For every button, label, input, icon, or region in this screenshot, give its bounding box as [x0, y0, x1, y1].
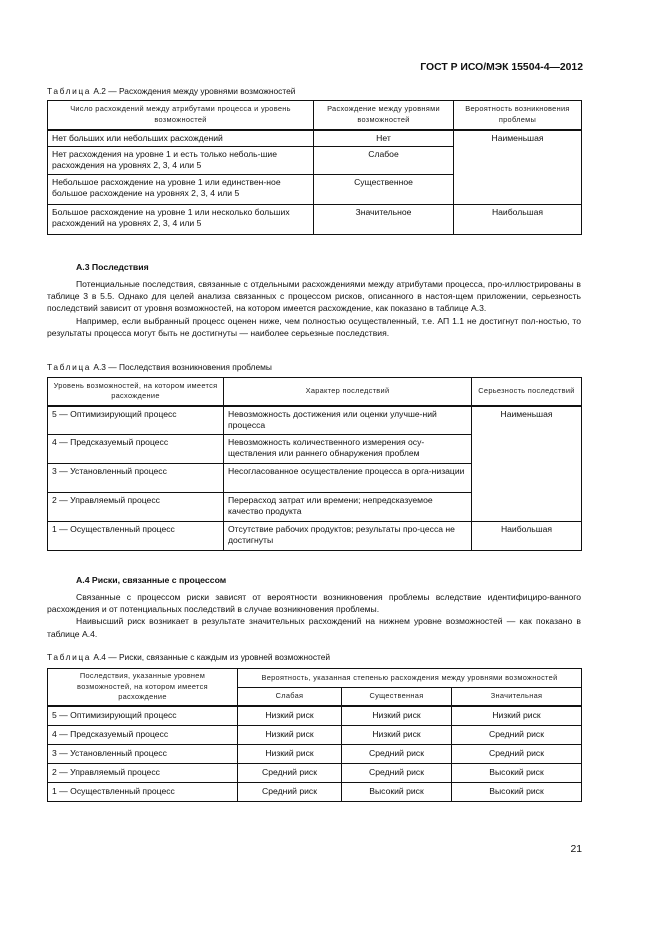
table-cell: 3 — Установленный процесс [48, 464, 224, 493]
table-cell: 5 — Оптимизирующий процесс [48, 706, 238, 726]
paragraph: Наивысший риск возникает в результате значительных расхождений на нижнем уровне возможностей — как показано в таблице А.4. [47, 616, 581, 639]
table-cell: 3 — Установленный процесс [48, 744, 238, 763]
table-a4-caption: Таблица А.4 — Риски, связанные с каждым из уровней возможностей [47, 652, 331, 662]
table-cell: Низкий риск [238, 744, 342, 763]
table-cell: Небольшое расхождение на уровне 1 или единствен-ное большое расхождение на уровнях 2, 3, 4 или 5 [48, 174, 314, 204]
table-a2 [47, 100, 582, 235]
table-a2-header: Число расхождений между атрибутами процесса и уровень возможностей [48, 101, 314, 130]
table-cell: Низкий риск [342, 706, 452, 726]
table-cell: 4 — Предсказуемый процесс [48, 435, 224, 464]
table-a2-header: Вероятность возникновения проблемы [454, 101, 582, 130]
paragraph: Связанные с процессом риски зависят от вероятности возникновения проблемы вследствие идентифициро-ванного расхождения и от потенциальных последствий в случае возникновения проблемы. [47, 592, 581, 615]
page-number: 21 [570, 844, 582, 855]
table-cell: Низкий риск [238, 706, 342, 726]
table-cell: Существенное [314, 174, 454, 204]
table-cell: Нет больших или небольших расхождений [48, 130, 314, 147]
section-a4-body [47, 591, 581, 640]
table-cell: Средний риск [342, 763, 452, 782]
table-cell: 4 — Предсказуемый процесс [48, 725, 238, 744]
table-cell: Низкий риск [238, 725, 342, 744]
table-a3 [47, 377, 582, 551]
table-cell: 1 — Осуществленный процесс [48, 782, 238, 801]
section-a4-title: А.4 Риски, связанные с процессом [76, 575, 227, 585]
section-a3-body [47, 278, 581, 339]
table-a2-header: Расхождение между уровнями возможностей [314, 101, 454, 130]
table-cell: Высокий риск [452, 782, 582, 801]
table-a3-caption: Таблица А.3 — Последствия возникновения проблемы [47, 362, 272, 372]
table-cell: Перерасход затрат или времени; непредсказуемое качество продукта [224, 493, 472, 522]
table-a4-subheader: Слабая [238, 688, 342, 706]
table-cell: Низкий риск [452, 706, 582, 726]
table-cell: Наибольшая [454, 204, 582, 234]
table-a4-header: Последствия, указанные уровнем возможностей, на котором имеется расхождение [48, 669, 238, 706]
table-cell: Несогласованное осуществление процесса в орга-низации [224, 464, 472, 493]
table-a4 [47, 668, 582, 802]
table-a4-subheader: Существенная [342, 688, 452, 706]
table-a4-group-header: Вероятность, указанная степенью расхождения между уровнями возможностей [238, 669, 582, 688]
table-cell: Нет расхождения на уровне 1 и есть только неболь-шие расхождения на уровнях 2, 3, 4 или 5 [48, 146, 314, 174]
table-cell: Наибольшая [472, 522, 582, 551]
paragraph: Потенциальные последствия, связанные с отдельными расхождениями между атрибутами процесса, про-иллюстрированы в таблице 3 в 5.5. Однако для целей анализа связанных с процессом рисков, описанного в настоя-щем приложении, серьезность последствий зависит от уровня возможностей, на котором имеется расхождение, как показано в таблице А.3. [47, 279, 581, 314]
table-cell: Средний риск [238, 782, 342, 801]
table-cell: 2 — Управляемый процесс [48, 493, 224, 522]
table-a3-header: Серьезность последствий [472, 378, 582, 406]
table-a2-caption: Таблица А.2 — Расхождения между уровнями возможностей [47, 86, 296, 96]
table-cell: Наименьшая [472, 406, 582, 522]
table-cell: Слабое [314, 146, 454, 174]
table-a3-header: Характер последствий [224, 378, 472, 406]
table-a4-subheader: Значительная [452, 688, 582, 706]
document-header: ГОСТ Р ИСО/МЭК 15504-4—2012 [420, 62, 583, 73]
table-cell: 5 — Оптимизирующий процесс [48, 406, 224, 435]
table-cell: 1 — Осуществленный процесс [48, 522, 224, 551]
table-cell: 2 — Управляемый процесс [48, 763, 238, 782]
table-cell: Высокий риск [452, 763, 582, 782]
table-cell: Значительное [314, 204, 454, 234]
table-cell: Наименьшая [454, 130, 582, 205]
section-a3-title: А.3 Последствия [76, 262, 149, 272]
table-cell: Невозможность количественного измерения осу-ществления или раннего обнаружения проблем [224, 435, 472, 464]
table-cell: Средний риск [452, 744, 582, 763]
table-cell: Невозможность достижения или оценки улучше-ний процесса [224, 406, 472, 435]
table-cell: Средний риск [238, 763, 342, 782]
table-cell: Большое расхождение на уровне 1 или несколько больших расхождений на уровнях 2, 3, 4 или 5 [48, 204, 314, 234]
paragraph: Например, если выбранный процесс оценен ниже, чем полностью осуществленный, т.е. АП 1.1 не достигнут пол-ностью, то результаты процесса могут быть не достигнуты — наиболее серьезные последствия. [47, 315, 581, 338]
table-cell: Высокий риск [342, 782, 452, 801]
table-cell: Средний риск [452, 725, 582, 744]
table-cell: Низкий риск [342, 725, 452, 744]
table-cell: Отсутствие рабочих продуктов; результаты про-цесса не достигнуты [224, 522, 472, 551]
table-a3-header: Уровень возможностей, на котором имеется расхождение [48, 378, 224, 406]
table-cell: Нет [314, 130, 454, 147]
table-cell: Средний риск [342, 744, 452, 763]
